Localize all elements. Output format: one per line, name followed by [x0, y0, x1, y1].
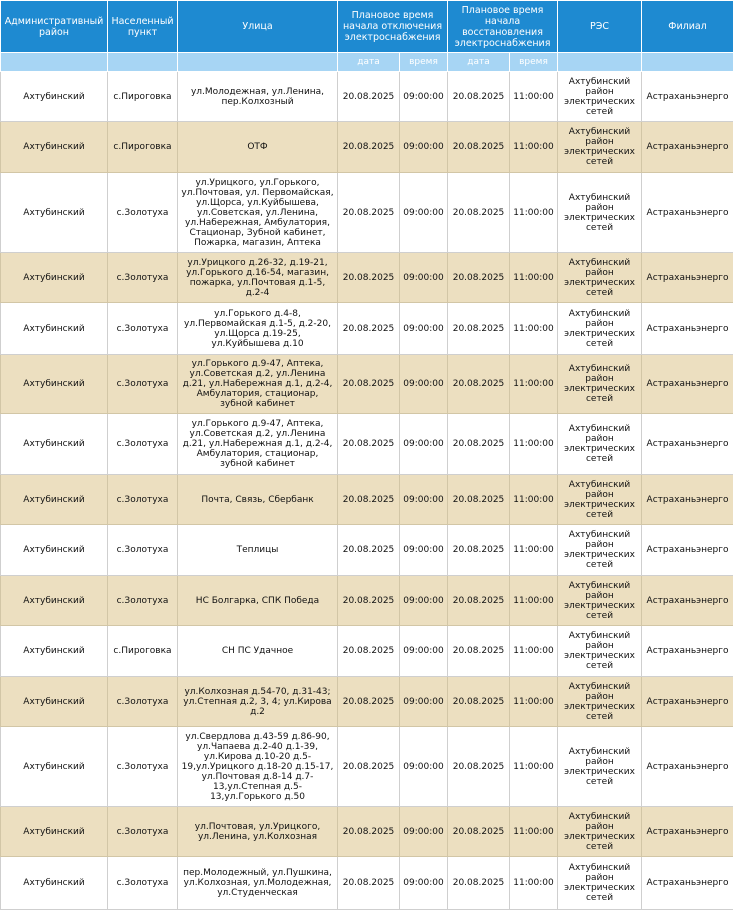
cell-on-time: 11:00:00 [510, 72, 558, 122]
cell-locality: с.Золотуха [108, 253, 178, 303]
cell-off-date: 20.08.2025 [338, 576, 400, 626]
cell-branch: Астраханьэнерго [642, 576, 733, 626]
cell-off-time: 09:00:00 [400, 303, 448, 355]
col-branch-header: Филиал [642, 1, 733, 53]
table-row [1, 807, 733, 857]
cell-on-time: 11:00:00 [510, 173, 558, 253]
table-row [1, 173, 733, 253]
cell-district: Ахтубинский [1, 122, 108, 173]
cell-off-date: 20.08.2025 [338, 355, 400, 414]
cell-street: ул.Урицкого д.26-32, д.19-21, ул.Горького д.16-54, магазин, пожарка, ул.Почтовая д.1-5, д.2-4 [178, 253, 338, 303]
cell-branch: Астраханьэнерго [642, 303, 733, 355]
cell-locality: с.Золотуха [108, 303, 178, 355]
cell-district: Ахтубинский [1, 807, 108, 857]
cell-off-date: 20.08.2025 [338, 525, 400, 576]
cell-locality: с.Золотуха [108, 173, 178, 253]
cell-on-date: 20.08.2025 [448, 626, 510, 677]
cell-street: ул.Горького д.9-47, Аптека, ул.Советская д.2, ул.Ленина д.21, ул.Набережная д.1, д.2-4, Амбулатория, стационар, зубной кабинет [178, 355, 338, 414]
cell-res: Ахтубинский район электрических сетей [558, 414, 642, 475]
subheader-on-time: время [510, 53, 558, 72]
cell-district: Ахтубинский [1, 576, 108, 626]
cell-off-time: 09:00:00 [400, 72, 448, 122]
table-row [1, 727, 733, 807]
cell-off-date: 20.08.2025 [338, 626, 400, 677]
cell-off-date: 20.08.2025 [338, 677, 400, 727]
cell-street: ул.Почтовая, ул.Урицкого, ул.Ленина, ул.Колхозная [178, 807, 338, 857]
cell-district: Ахтубинский [1, 727, 108, 807]
cell-off-time: 09:00:00 [400, 475, 448, 525]
cell-off-time: 09:00:00 [400, 727, 448, 807]
table-row [1, 576, 733, 626]
cell-res: Ахтубинский район электрических сетей [558, 253, 642, 303]
cell-res: Ахтубинский район электрических сетей [558, 122, 642, 173]
cell-on-date: 20.08.2025 [448, 576, 510, 626]
cell-off-time: 09:00:00 [400, 857, 448, 910]
cell-off-date: 20.08.2025 [338, 122, 400, 173]
cell-off-time: 09:00:00 [400, 253, 448, 303]
cell-res: Ахтубинский район электрических сетей [558, 355, 642, 414]
cell-branch: Астраханьэнерго [642, 173, 733, 253]
col-res-header: РЭС [558, 1, 642, 53]
table-row [1, 414, 733, 475]
cell-locality: с.Золотуха [108, 807, 178, 857]
cell-off-date: 20.08.2025 [338, 727, 400, 807]
cell-locality: с.Золотуха [108, 475, 178, 525]
cell-on-time: 11:00:00 [510, 677, 558, 727]
cell-street: ул.Урицкого, ул.Горького, ул.Почтовая, ул. Первомайская, ул.Щорса, ул.Куйбышева, ул.Советская, ул.Ленина, ул.Набережная, Амбулатория, Стационар, Зубной кабинет, Пожарка, магазин, Аптека [178, 173, 338, 253]
cell-district: Ахтубинский [1, 626, 108, 677]
cell-locality: с.Золотуха [108, 576, 178, 626]
subheader-empty [1, 53, 108, 72]
cell-district: Ахтубинский [1, 857, 108, 910]
cell-off-time: 09:00:00 [400, 173, 448, 253]
table-row [1, 475, 733, 525]
cell-street: ул.Молодежная, ул.Ленина, пер.Колхозный [178, 72, 338, 122]
cell-branch: Астраханьэнерго [642, 807, 733, 857]
cell-locality: с.Золотуха [108, 355, 178, 414]
cell-on-time: 11:00:00 [510, 525, 558, 576]
table-row [1, 122, 733, 173]
table-body [1, 72, 733, 910]
cell-res: Ахтубинский район электрических сетей [558, 303, 642, 355]
col-off-time-header: Плановое время начала отключения электроснабжения [338, 1, 448, 53]
cell-branch: Астраханьэнерго [642, 626, 733, 677]
cell-district: Ахтубинский [1, 475, 108, 525]
cell-off-time: 09:00:00 [400, 576, 448, 626]
subheader-empty [108, 53, 178, 72]
cell-on-date: 20.08.2025 [448, 807, 510, 857]
cell-street: Теплицы [178, 525, 338, 576]
cell-street: ул.Горького д.9-47, Аптека, ул.Советская д.2, ул.Ленина д.21, ул.Набережная д.1, д.2-4, Амбулатория, стационар, зубной кабинет [178, 414, 338, 475]
cell-on-date: 20.08.2025 [448, 303, 510, 355]
cell-off-date: 20.08.2025 [338, 475, 400, 525]
subheader-empty [178, 53, 338, 72]
cell-street: ул.Свердлова д.43-59 д.86-90, ул.Чапаева д.2-40 д.1-39, ул.Кирова д.10-20 д.5-19,ул.Урицкого д.18-20 д.15-17, ул.Почтовая д.8-14 д.7-13,ул.Степная д.5-13,ул.Горького д.50 [178, 727, 338, 807]
cell-branch: Астраханьэнерго [642, 857, 733, 910]
table-row [1, 677, 733, 727]
cell-street: СН ПС Удачное [178, 626, 338, 677]
cell-on-date: 20.08.2025 [448, 475, 510, 525]
cell-branch: Астраханьэнерго [642, 355, 733, 414]
cell-locality: с.Золотуха [108, 857, 178, 910]
col-locality-header: Населенный пункт [108, 1, 178, 53]
subheader-empty [642, 53, 733, 72]
cell-district: Ахтубинский [1, 253, 108, 303]
subheader-empty [558, 53, 642, 72]
cell-res: Ахтубинский район электрических сетей [558, 173, 642, 253]
cell-locality: с.Золотуха [108, 525, 178, 576]
cell-branch: Астраханьэнерго [642, 677, 733, 727]
cell-on-time: 11:00:00 [510, 576, 558, 626]
cell-res: Ахтубинский район электрических сетей [558, 807, 642, 857]
cell-on-date: 20.08.2025 [448, 857, 510, 910]
cell-off-date: 20.08.2025 [338, 253, 400, 303]
table-row [1, 857, 733, 910]
cell-res: Ахтубинский район электрических сетей [558, 857, 642, 910]
cell-district: Ахтубинский [1, 72, 108, 122]
cell-res: Ахтубинский район электрических сетей [558, 72, 642, 122]
cell-district: Ахтубинский [1, 303, 108, 355]
cell-district: Ахтубинский [1, 414, 108, 475]
cell-locality: с.Золотуха [108, 727, 178, 807]
cell-off-date: 20.08.2025 [338, 72, 400, 122]
cell-branch: Астраханьэнерго [642, 122, 733, 173]
cell-off-time: 09:00:00 [400, 525, 448, 576]
cell-off-date: 20.08.2025 [338, 857, 400, 910]
col-street-header: Улица [178, 1, 338, 53]
cell-off-time: 09:00:00 [400, 414, 448, 475]
cell-off-date: 20.08.2025 [338, 414, 400, 475]
table-row [1, 525, 733, 576]
cell-off-date: 20.08.2025 [338, 807, 400, 857]
subheader-off-date: дата [338, 53, 400, 72]
col-on-time-header: Плановое время начала восстановления электроснабжения [448, 1, 558, 53]
cell-on-time: 11:00:00 [510, 727, 558, 807]
cell-on-time: 11:00:00 [510, 475, 558, 525]
cell-res: Ахтубинский район электрических сетей [558, 475, 642, 525]
cell-on-time: 11:00:00 [510, 857, 558, 910]
cell-street: Почта, Связь, Сбербанк [178, 475, 338, 525]
cell-branch: Астраханьэнерго [642, 475, 733, 525]
header-row [1, 1, 733, 53]
cell-branch: Астраханьэнерго [642, 253, 733, 303]
cell-off-time: 09:00:00 [400, 122, 448, 173]
cell-on-date: 20.08.2025 [448, 525, 510, 576]
cell-street: ул.Колхозная д.54-70, д.31-43; ул.Степная д.2, 3, 4; ул.Кирова д.2 [178, 677, 338, 727]
cell-on-time: 11:00:00 [510, 355, 558, 414]
cell-locality: с.Пироговка [108, 72, 178, 122]
cell-off-date: 20.08.2025 [338, 303, 400, 355]
cell-on-date: 20.08.2025 [448, 727, 510, 807]
table-row [1, 303, 733, 355]
cell-on-date: 20.08.2025 [448, 122, 510, 173]
cell-on-date: 20.08.2025 [448, 355, 510, 414]
cell-locality: с.Золотуха [108, 677, 178, 727]
cell-on-time: 11:00:00 [510, 626, 558, 677]
table-row [1, 72, 733, 122]
cell-off-time: 09:00:00 [400, 626, 448, 677]
cell-branch: Астраханьэнерго [642, 525, 733, 576]
cell-on-time: 11:00:00 [510, 807, 558, 857]
cell-res: Ахтубинский район электрических сетей [558, 626, 642, 677]
table-row [1, 626, 733, 677]
table-row [1, 355, 733, 414]
cell-district: Ахтубинский [1, 677, 108, 727]
table-row [1, 253, 733, 303]
cell-locality: с.Золотуха [108, 414, 178, 475]
cell-res: Ахтубинский район электрических сетей [558, 677, 642, 727]
cell-off-time: 09:00:00 [400, 807, 448, 857]
cell-off-time: 09:00:00 [400, 677, 448, 727]
cell-locality: с.Пироговка [108, 626, 178, 677]
cell-street: пер.Молодежный, ул.Пушкина, ул.Колхозная, ул.Молодежная, ул.Студенческая [178, 857, 338, 910]
cell-on-date: 20.08.2025 [448, 253, 510, 303]
cell-branch: Астраханьэнерго [642, 72, 733, 122]
cell-district: Ахтубинский [1, 355, 108, 414]
cell-off-time: 09:00:00 [400, 355, 448, 414]
cell-branch: Астраханьэнерго [642, 414, 733, 475]
cell-street: ул.Горького д.4-8, ул.Первомайская д.1-5, д.2-20, ул.Щорса д.19-25, ул.Куйбышева д.10 [178, 303, 338, 355]
col-district-header: Административный район [1, 1, 108, 53]
cell-locality: с.Пироговка [108, 122, 178, 173]
cell-branch: Астраханьэнерго [642, 727, 733, 807]
cell-res: Ахтубинский район электрических сетей [558, 576, 642, 626]
cell-on-time: 11:00:00 [510, 122, 558, 173]
cell-on-date: 20.08.2025 [448, 414, 510, 475]
cell-res: Ахтубинский район электрических сетей [558, 727, 642, 807]
cell-res: Ахтубинский район электрических сетей [558, 525, 642, 576]
cell-on-date: 20.08.2025 [448, 72, 510, 122]
cell-on-time: 11:00:00 [510, 303, 558, 355]
cell-street: ОТФ [178, 122, 338, 173]
cell-street: НС Болгарка, СПК Победа [178, 576, 338, 626]
subheader-on-date: дата [448, 53, 510, 72]
cell-district: Ахтубинский [1, 525, 108, 576]
cell-on-date: 20.08.2025 [448, 173, 510, 253]
cell-on-time: 11:00:00 [510, 414, 558, 475]
subheader-row [1, 53, 733, 72]
cell-off-date: 20.08.2025 [338, 173, 400, 253]
cell-on-time: 11:00:00 [510, 253, 558, 303]
subheader-off-time: время [400, 53, 448, 72]
cell-district: Ахтубинский [1, 173, 108, 253]
cell-on-date: 20.08.2025 [448, 677, 510, 727]
